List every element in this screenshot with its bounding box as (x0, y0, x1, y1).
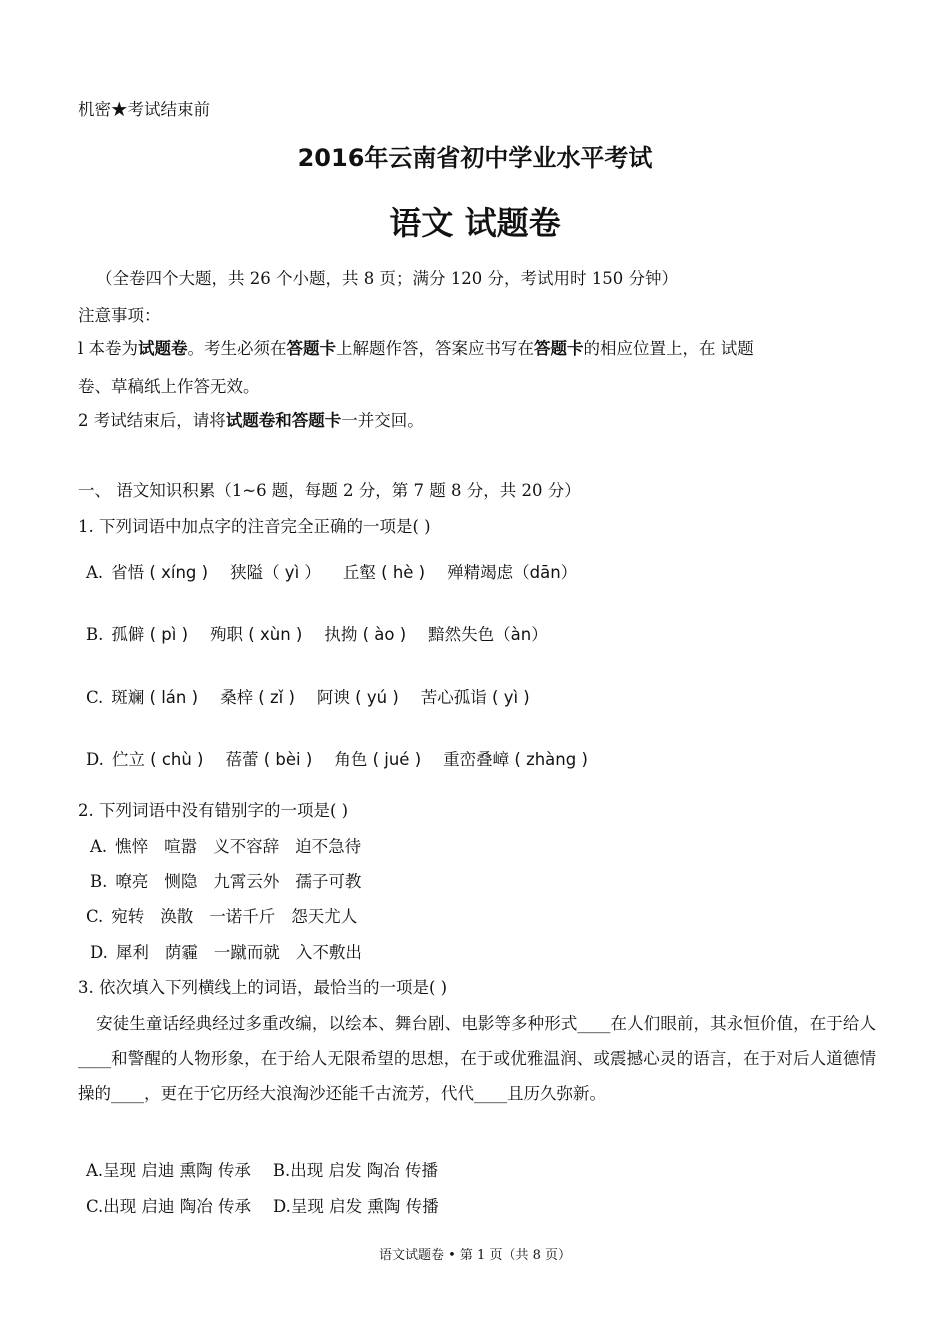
option-item: 宛转 (111, 907, 145, 926)
option-item: 斑斓 ( lán ) (111, 688, 199, 707)
exam-info: （全卷四个大题，共 26 个小题，共 8 页；满分 120 分，考试用时 150 分钟） (96, 269, 678, 288)
option-item: 角色 ( jué ) (334, 750, 422, 769)
option-letter: A. (90, 837, 108, 856)
q3-options-row-2 (86, 1196, 461, 1218)
option-letter: A. (86, 563, 104, 582)
notice-item-2 (78, 410, 424, 432)
notice-emphasis: 答题卡 (534, 339, 584, 358)
section-heading: 一、 语文知识积累（1~6 题，每题 2 分，第 7 题 8 分，共 20 分） (78, 481, 581, 500)
q2-option-a (90, 836, 377, 858)
option-item: A.呈现 启迪 熏陶 传承 (86, 1161, 251, 1180)
q3-options-row-1 (86, 1160, 460, 1182)
option-item: 狭隘（ yì ） (230, 563, 321, 582)
option-letter: D. (90, 943, 108, 962)
confidential-label: 机密★考试结束前 (78, 100, 210, 119)
q1-option-d (86, 749, 610, 771)
notice-heading: 注意事项： (78, 306, 161, 325)
notice-text: l 本卷为 (78, 339, 139, 358)
page-subtitle: 语文 试题卷 (389, 204, 561, 242)
option-item: 一蹴而就 (213, 943, 280, 962)
option-item: 阿谀 ( yú ) (316, 688, 399, 707)
notice-emphasis: 试题卷和答题卡 (225, 411, 342, 430)
option-item: 一诺千斤 (209, 907, 276, 926)
option-item: 喧嚣 (164, 837, 198, 856)
q1-option-b (86, 624, 570, 646)
notice-text: 2 考试结束后，请将 (78, 411, 226, 430)
notice-text: 上解题作答，答案应书写在 (336, 339, 535, 358)
option-letter: B. (86, 625, 104, 644)
option-letter: D. (86, 750, 104, 769)
option-item: 嘹亮 (115, 872, 149, 891)
notice-emphasis: 答题卡 (286, 339, 337, 358)
option-letter: C. (86, 688, 104, 707)
option-item: 蓓蕾 ( bèi ) (225, 750, 313, 769)
option-item: 怨天尤人 (291, 907, 358, 926)
option-item: 孺子可教 (295, 872, 362, 891)
option-item: 伫立 ( chù ) (111, 750, 204, 769)
question-3-passage (78, 1006, 876, 1111)
notice-emphasis: 试题卷 (138, 339, 188, 358)
option-item: 迫不急待 (295, 837, 362, 856)
passage-text: 安徒生童话经典经过多重改编，以绘本、舞台剧、电影等多种形式____在人们眼前，其永恒价值，在于给人____和警醒的人物形象，在于给人无限希望的思想，在于或优雅温润、或震撼心灵的语言，在于对后人道德情操的____，更在于它历经大浪淘沙还能千古流芳，代代____且历久弥新。 (78, 1014, 876, 1103)
option-item: B.出现 启发 陶冶 传播 (272, 1161, 439, 1180)
option-item: 九霄云外 (213, 872, 280, 891)
page-footer: 语文试题卷 • 第 1 页（共 8 页） (378, 1248, 571, 1263)
option-item: 入不敷出 (295, 943, 362, 962)
q2-option-c (86, 906, 373, 928)
option-item: 犀利 (115, 943, 149, 962)
option-item: 恻隐 (164, 872, 198, 891)
option-item: C.出现 启迪 陶冶 传承 (86, 1197, 252, 1216)
option-item: 憔悴 (115, 837, 149, 856)
notice-text: 的相应位置上，在 试题 (583, 339, 754, 358)
option-item: D.呈现 启发 熏陶 传播 (273, 1197, 439, 1216)
option-item: 义不容辞 (213, 837, 280, 856)
notice-item-1 (78, 338, 754, 360)
question-1-stem: 1. 下列词语中加点字的注音完全正确的一项是( ) (78, 517, 431, 536)
option-item: 荫霾 (164, 943, 198, 962)
q2-option-b (90, 871, 377, 893)
notice-item-1-cont: 卷、草稿纸上作答无效。 (78, 377, 260, 396)
option-item: 殉职 ( xùn ) (210, 625, 303, 644)
option-item: 执拗 ( ào ) (324, 625, 407, 644)
option-item: 涣散 (160, 907, 194, 926)
question-3-stem: 3. 依次填入下列横线上的词语，最恰当的一项是( ) (78, 978, 448, 997)
option-item: 孤僻 ( pì ) (111, 625, 189, 644)
notice-text: 。考生必须在 (187, 339, 287, 358)
option-item: 省悟 ( xíng ) (111, 563, 209, 582)
option-item: 苦心孤诣 ( yì ) (420, 688, 530, 707)
q1-option-c (86, 687, 552, 709)
option-item: 桑梓 ( zǐ ) (220, 688, 295, 707)
page-title: 2016年云南省初中学业水平考试 (297, 144, 653, 172)
option-item: 丘壑 ( hè ) (342, 563, 426, 582)
option-item: 殚精竭虑（dān） (447, 563, 578, 582)
option-letter: B. (90, 872, 108, 891)
notice-text: 一并交回。 (341, 411, 424, 430)
q1-option-a (86, 562, 599, 584)
question-2-stem: 2. 下列词语中没有错别字的一项是( ) (78, 801, 349, 820)
option-item: 黯然失色（àn） (428, 625, 548, 644)
q2-option-d (90, 942, 378, 964)
option-letter: C. (86, 907, 104, 926)
option-item: 重峦叠嶂 ( zhàng ) (443, 750, 588, 769)
